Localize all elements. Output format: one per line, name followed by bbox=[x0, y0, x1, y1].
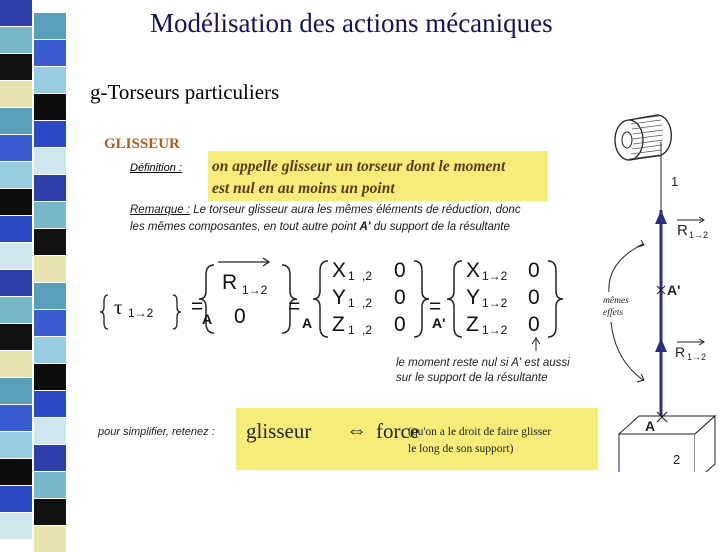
component-Z2: Z bbox=[466, 313, 479, 336]
strip-square bbox=[34, 364, 66, 390]
strip-square bbox=[0, 513, 32, 539]
component-X1: X bbox=[332, 259, 347, 282]
point-A-1: A bbox=[202, 311, 213, 327]
force-word: force bbox=[376, 419, 420, 443]
strip-square bbox=[0, 324, 32, 350]
component-Y1: Y bbox=[332, 286, 347, 309]
strip-square bbox=[34, 310, 66, 336]
zero-1a: 0 bbox=[394, 259, 406, 282]
remark-label: Remarque : bbox=[130, 204, 191, 216]
strip-square bbox=[34, 121, 66, 147]
label-R-top-sub: 1→2 bbox=[689, 230, 709, 240]
label-memes: mêmes bbox=[603, 296, 629, 306]
component-Z1-sub: 1 bbox=[348, 323, 355, 337]
paren-line-2: le long de son support) bbox=[408, 443, 514, 455]
remark-line-2a: les mêmes composantes, en tout autre point bbox=[130, 221, 360, 233]
definition-line-1: on appelle glisseur un torseur dont le moment bbox=[212, 158, 506, 175]
component-X1-sub: 1 bbox=[348, 269, 355, 283]
strip-square bbox=[34, 175, 66, 201]
slide-title: Modélisation des actions mécaniques bbox=[150, 8, 553, 38]
label-R-top: R bbox=[677, 222, 688, 239]
remark-text bbox=[130, 202, 580, 236]
strip-square bbox=[0, 405, 32, 431]
strip-square bbox=[34, 472, 66, 498]
component-X2: X bbox=[466, 259, 481, 282]
document-image bbox=[96, 128, 602, 500]
resultant-subscript: 1→2 bbox=[242, 283, 268, 297]
strip-square bbox=[34, 148, 66, 174]
strip-square bbox=[0, 486, 32, 512]
label-effets: effets bbox=[603, 308, 624, 318]
label-solid-1: 1 bbox=[671, 174, 679, 189]
strip-square bbox=[0, 108, 32, 134]
remark-point: A' bbox=[359, 221, 371, 233]
slide-subtitle: g-Torseurs particuliers bbox=[90, 80, 280, 104]
definition-text bbox=[212, 156, 552, 200]
component-Y2-sub: 1→2 bbox=[482, 296, 508, 310]
label-R-bottom-sub: 1→2 bbox=[687, 352, 707, 362]
equals-1: = bbox=[191, 295, 204, 318]
zero-2b: 0 bbox=[528, 286, 540, 309]
decorative-strip bbox=[0, 0, 70, 540]
label-R-bottom: R bbox=[675, 344, 686, 360]
strip-square bbox=[0, 270, 32, 296]
component-X2-sub: 1→2 bbox=[482, 269, 508, 283]
strip-square bbox=[0, 432, 32, 458]
strip-square bbox=[34, 13, 66, 39]
zero-2c: 0 bbox=[528, 313, 540, 336]
strip-square bbox=[0, 459, 32, 485]
zero-1b: 0 bbox=[394, 286, 406, 309]
tau-symbol: τ bbox=[114, 295, 123, 319]
paren-line-1: (qu'on a le droit de faire glisser bbox=[408, 426, 552, 438]
glisseur-diagram bbox=[597, 112, 720, 472]
torsor-equation bbox=[96, 243, 602, 353]
strip-square bbox=[0, 378, 32, 404]
label-A-prime: A' bbox=[667, 282, 681, 298]
zero-2a: 0 bbox=[528, 259, 540, 282]
component-Z1: Z bbox=[332, 313, 345, 336]
remark-line-1: Le torseur glisseur aura les mêmes éléments de réduction, donc bbox=[190, 204, 521, 216]
strip-square bbox=[0, 162, 32, 188]
moment-zero: 0 bbox=[234, 305, 246, 328]
strip-square bbox=[0, 351, 32, 377]
strip-square bbox=[34, 229, 66, 255]
strip-square bbox=[34, 391, 66, 417]
remark-line-2b: du support de la résultante bbox=[370, 221, 510, 233]
strip-square bbox=[0, 243, 32, 269]
simplify-text: pour simplifier, retenez : bbox=[98, 426, 215, 438]
strip-square bbox=[34, 94, 66, 120]
strip-square bbox=[0, 297, 32, 323]
moment-note bbox=[396, 356, 586, 386]
strip-square bbox=[34, 337, 66, 363]
diagram-drawing bbox=[597, 112, 720, 472]
strip-square bbox=[0, 135, 32, 161]
zero-1c: 0 bbox=[394, 313, 406, 336]
tau-subscript: 1→2 bbox=[128, 306, 154, 320]
note-line-2: sur le support de la résultante bbox=[396, 372, 548, 384]
strip-square bbox=[0, 216, 32, 242]
strip-square bbox=[34, 67, 66, 93]
glisseur-word: glisseur bbox=[246, 419, 312, 443]
strip-square bbox=[34, 445, 66, 471]
strip-square bbox=[0, 54, 32, 80]
strip-square bbox=[34, 202, 66, 228]
point-Aprime: A' bbox=[432, 315, 446, 331]
definition-line-2: est nul en au moins un point bbox=[212, 180, 395, 197]
equals-2: = bbox=[288, 295, 301, 318]
strip-square bbox=[34, 283, 66, 309]
component-Y1-sub: 1 bbox=[348, 296, 355, 310]
component-Z1-sub2: ,2 bbox=[362, 323, 373, 337]
note-line-1: le moment reste nul si A' est aussi bbox=[396, 357, 570, 369]
strip-square bbox=[34, 418, 66, 444]
equals-3: = bbox=[429, 295, 442, 318]
spool-icon bbox=[615, 120, 643, 160]
strip-square bbox=[34, 40, 66, 66]
component-X1-sub2: ,2 bbox=[362, 269, 373, 283]
strip-square bbox=[0, 0, 32, 26]
strip-square bbox=[0, 27, 32, 53]
component-Z2-sub: 1→2 bbox=[482, 323, 508, 337]
label-solid-2: 2 bbox=[673, 452, 681, 467]
label-A: A bbox=[645, 418, 656, 434]
definition-label: Définition : bbox=[130, 162, 182, 174]
component-Y2: Y bbox=[466, 286, 481, 309]
point-A-2: A bbox=[302, 315, 313, 331]
component-Y1-sub2: ,2 bbox=[362, 296, 373, 310]
strip-square bbox=[34, 256, 66, 282]
force-explanation bbox=[408, 424, 598, 458]
strip-square bbox=[34, 499, 66, 525]
glisseur-heading: GLISSEUR bbox=[104, 136, 180, 152]
strip-square bbox=[34, 526, 66, 552]
strip-square bbox=[0, 189, 32, 215]
resultant-R: R bbox=[222, 271, 238, 294]
strip-square bbox=[0, 81, 32, 107]
equivalence-icon: ⇔ bbox=[346, 419, 367, 442]
